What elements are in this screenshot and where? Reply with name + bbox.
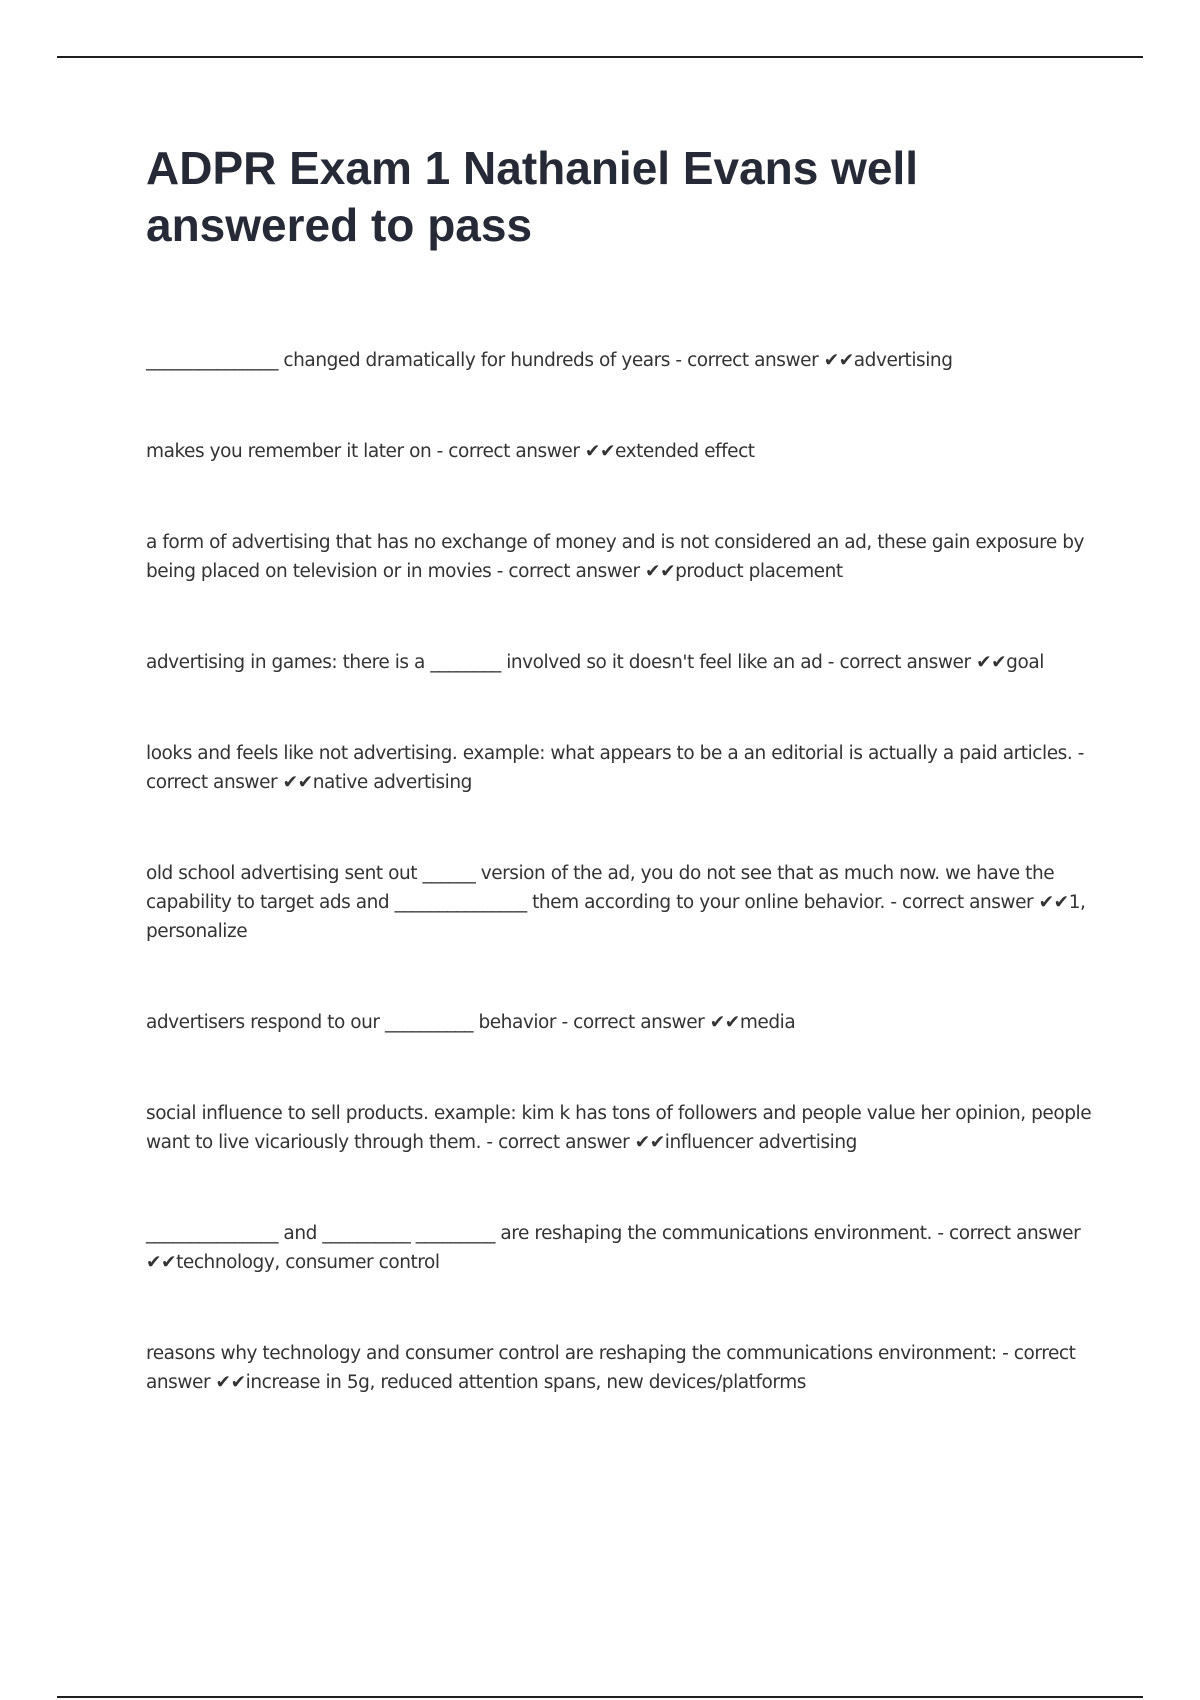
qa-item-8: social influence to sell products. example: kim k has tons of followers and people value her opinion, people want to live vicariously through them. - correct answer ✔✔influencer advertising bbox=[146, 1103, 1092, 1153]
qa-item-9: _______________ and __________ _________ are reshaping the communications environment. - correct answer ✔✔technology, consumer control bbox=[146, 1223, 1081, 1273]
qa-item-2: makes you remember it later on - correct answer ✔✔extended effect bbox=[146, 441, 755, 462]
top-divider bbox=[57, 56, 1143, 58]
qa-item-1: _______________ changed dramatically for hundreds of years - correct answer ✔✔advertising bbox=[146, 350, 953, 371]
document-body bbox=[146, 140, 1096, 1459]
qa-item-10: reasons why technology and consumer control are reshaping the communications environment: - correct answer ✔✔increase in 5g, reduced attention spans, new devices/platforms bbox=[146, 1343, 1076, 1393]
qa-item-5: looks and feels like not advertising. example: what appears to be a an editorial is actually a paid articles. - correct answer ✔✔native advertising bbox=[146, 743, 1084, 793]
document-title: ADPR Exam 1 Nathaniel Evans well answered to pass bbox=[146, 142, 919, 251]
qa-item-3: a form of advertising that has no exchange of money and is not considered an ad, these gain exposure by being placed on television or in movies - correct answer ✔✔product placement bbox=[146, 532, 1085, 582]
qa-item-7: advertisers respond to our __________ behavior - correct answer ✔✔media bbox=[146, 1012, 796, 1033]
qa-item-4: advertising in games: there is a ________ involved so it doesn't feel like an ad - correct answer ✔✔goal bbox=[146, 652, 1044, 673]
qa-list bbox=[146, 346, 1096, 1397]
qa-item-6: old school advertising sent out ______ version of the ad, you do not see that as much now. we have the capability to target ads and _______________ them according to your online behavior. - correct answer ✔✔1, personalize bbox=[146, 863, 1086, 942]
bottom-divider bbox=[57, 1696, 1143, 1698]
